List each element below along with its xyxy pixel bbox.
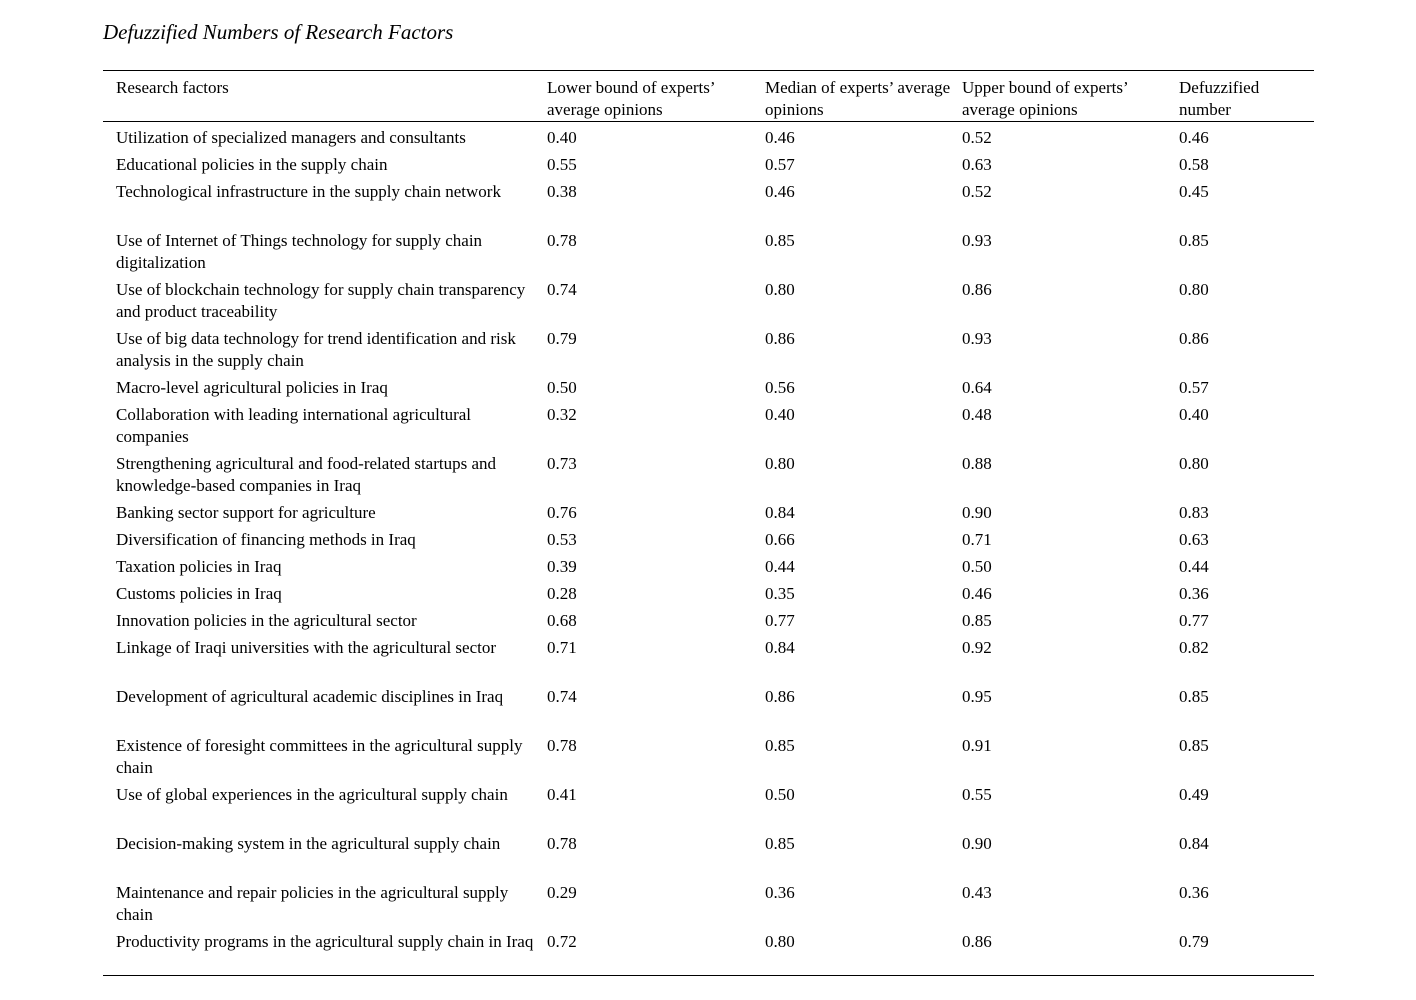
cell-defuzzified-number: 0.85 (1179, 231, 1209, 250)
table-row (103, 828, 1314, 877)
cell-upper-bound: 0.48 (962, 405, 992, 424)
cell-research-factor: Use of global experiences in the agricultural supply chain (116, 785, 508, 804)
cell-upper-bound: 0.50 (962, 557, 992, 576)
cell-upper-bound: 0.93 (962, 231, 992, 250)
cell-lower-bound: 0.55 (547, 155, 577, 174)
cell-research-factor: Banking sector support for agriculture (116, 503, 376, 522)
cell-median: 0.86 (765, 687, 795, 706)
cell-lower-bound: 0.41 (547, 785, 577, 804)
cell-upper-bound: 0.85 (962, 611, 992, 630)
cell-research-factor: Macro-level agricultural policies in Iraq (116, 378, 388, 397)
cell-median: 0.66 (765, 530, 795, 549)
cell-defuzzified-number: 0.46 (1179, 128, 1209, 147)
cell-lower-bound: 0.68 (547, 611, 577, 630)
cell-defuzzified-number: 0.82 (1179, 638, 1209, 657)
table-row (103, 274, 1314, 323)
table-row (103, 926, 1314, 976)
cell-defuzzified-number: 0.77 (1179, 611, 1209, 630)
cell-upper-bound: 0.52 (962, 182, 992, 201)
cell-lower-bound: 0.74 (547, 280, 577, 299)
cell-median: 0.84 (765, 638, 795, 657)
cell-research-factor: Taxation policies in Iraq (116, 557, 282, 576)
cell-lower-bound: 0.78 (547, 231, 577, 250)
table-body (103, 122, 1314, 976)
table-row (103, 323, 1314, 372)
cell-lower-bound: 0.79 (547, 329, 577, 348)
cell-defuzzified-number: 0.85 (1179, 736, 1209, 755)
cell-research-factor: Decision-making system in the agricultural supply chain (116, 834, 501, 853)
cell-median: 0.36 (765, 883, 795, 902)
table-header (103, 71, 1314, 122)
cell-upper-bound: 0.90 (962, 503, 992, 522)
cell-lower-bound: 0.39 (547, 557, 577, 576)
table-row (103, 122, 1314, 150)
cell-lower-bound: 0.73 (547, 454, 577, 473)
cell-median: 0.40 (765, 405, 795, 424)
table-row (103, 578, 1314, 605)
cell-median: 0.80 (765, 454, 795, 473)
cell-defuzzified-number: 0.49 (1179, 785, 1209, 804)
cell-median: 0.46 (765, 182, 795, 201)
cell-defuzzified-number: 0.40 (1179, 405, 1209, 424)
table-row (103, 448, 1314, 497)
cell-defuzzified-number: 0.80 (1179, 454, 1209, 473)
cell-defuzzified-number: 0.63 (1179, 530, 1209, 549)
cell-upper-bound: 0.86 (962, 932, 992, 951)
cell-lower-bound: 0.78 (547, 834, 577, 853)
cell-lower-bound: 0.29 (547, 883, 577, 902)
cell-research-factor: Use of Internet of Things technology for supply chain digitalization (116, 231, 483, 272)
cell-median: 0.80 (765, 932, 795, 951)
cell-median: 0.86 (765, 329, 795, 348)
table-row (103, 877, 1314, 926)
cell-research-factor: Use of blockchain technology for supply chain transparency and product traceability (116, 280, 526, 321)
header-lower-bound: Lower bound of experts’ average opinions (547, 78, 715, 119)
table-row (103, 372, 1314, 399)
header-median: Median of experts’ average opinions (765, 78, 951, 119)
cell-lower-bound: 0.32 (547, 405, 577, 424)
header-defuzzified-number: Defuzzified number (1179, 78, 1260, 119)
cell-lower-bound: 0.76 (547, 503, 577, 522)
cell-defuzzified-number: 0.79 (1179, 932, 1209, 951)
cell-research-factor: Use of big data technology for trend identification and risk analysis in the supply chain (116, 329, 516, 370)
cell-defuzzified-number: 0.83 (1179, 503, 1209, 522)
cell-upper-bound: 0.63 (962, 155, 992, 174)
table-row (103, 225, 1314, 274)
cell-lower-bound: 0.78 (547, 736, 577, 755)
table-row (103, 681, 1314, 730)
cell-median: 0.46 (765, 128, 795, 147)
header-upper-bound: Upper bound of experts’ average opinions (962, 78, 1128, 119)
cell-upper-bound: 0.52 (962, 128, 992, 147)
cell-defuzzified-number: 0.36 (1179, 584, 1209, 603)
cell-lower-bound: 0.50 (547, 378, 577, 397)
cell-median: 0.35 (765, 584, 795, 603)
cell-median: 0.85 (765, 736, 795, 755)
cell-upper-bound: 0.86 (962, 280, 992, 299)
cell-defuzzified-number: 0.44 (1179, 557, 1209, 576)
cell-defuzzified-number: 0.36 (1179, 883, 1209, 902)
cell-upper-bound: 0.46 (962, 584, 992, 603)
table-row (103, 497, 1314, 524)
cell-defuzzified-number: 0.80 (1179, 280, 1209, 299)
cell-research-factor: Technological infrastructure in the supply chain network (116, 182, 501, 201)
table-row (103, 730, 1314, 779)
cell-upper-bound: 0.90 (962, 834, 992, 853)
cell-research-factor: Existence of foresight committees in the agricultural supply chain (116, 736, 523, 777)
cell-defuzzified-number: 0.85 (1179, 687, 1209, 706)
cell-median: 0.57 (765, 155, 795, 174)
cell-lower-bound: 0.71 (547, 638, 577, 657)
cell-defuzzified-number: 0.58 (1179, 155, 1209, 174)
research-factors-table-container (103, 70, 1314, 976)
cell-lower-bound: 0.40 (547, 128, 577, 147)
cell-median: 0.44 (765, 557, 795, 576)
cell-upper-bound: 0.71 (962, 530, 992, 549)
header-research-factors: Research factors (116, 78, 229, 97)
cell-median: 0.85 (765, 231, 795, 250)
cell-median: 0.80 (765, 280, 795, 299)
cell-upper-bound: 0.95 (962, 687, 992, 706)
cell-research-factor: Innovation policies in the agricultural sector (116, 611, 417, 630)
cell-lower-bound: 0.74 (547, 687, 577, 706)
cell-defuzzified-number: 0.57 (1179, 378, 1209, 397)
cell-research-factor: Utilization of specialized managers and consultants (116, 128, 466, 147)
table-row (103, 551, 1314, 578)
cell-research-factor: Maintenance and repair policies in the agricultural supply chain (116, 883, 509, 924)
cell-lower-bound: 0.28 (547, 584, 577, 603)
cell-upper-bound: 0.92 (962, 638, 992, 657)
cell-lower-bound: 0.53 (547, 530, 577, 549)
cell-research-factor: Customs policies in Iraq (116, 584, 282, 603)
cell-lower-bound: 0.72 (547, 932, 577, 951)
cell-median: 0.85 (765, 834, 795, 853)
cell-median: 0.56 (765, 378, 795, 397)
table-row (103, 779, 1314, 828)
cell-research-factor: Linkage of Iraqi universities with the agricultural sector (116, 638, 497, 657)
cell-research-factor: Collaboration with leading international agricultural companies (116, 405, 472, 446)
header-row (103, 71, 1314, 122)
table-caption: Defuzzified Numbers of Research Factors (103, 20, 454, 44)
cell-defuzzified-number: 0.84 (1179, 834, 1209, 853)
cell-median: 0.77 (765, 611, 795, 630)
cell-research-factor: Educational policies in the supply chain (116, 155, 388, 174)
cell-upper-bound: 0.64 (962, 378, 992, 397)
table-row (103, 524, 1314, 551)
table-row (103, 149, 1314, 176)
cell-upper-bound: 0.55 (962, 785, 992, 804)
research-factors-table (103, 70, 1314, 976)
cell-research-factor: Development of agricultural academic disciplines in Iraq (116, 687, 504, 706)
cell-research-factor: Diversification of financing methods in Iraq (116, 530, 416, 549)
cell-median: 0.50 (765, 785, 795, 804)
cell-defuzzified-number: 0.86 (1179, 329, 1209, 348)
cell-upper-bound: 0.91 (962, 736, 992, 755)
cell-upper-bound: 0.43 (962, 883, 992, 902)
cell-research-factor: Strengthening agricultural and food-related startups and knowledge-based companies in Iraq (116, 454, 497, 495)
table-row (103, 399, 1314, 448)
cell-median: 0.84 (765, 503, 795, 522)
cell-lower-bound: 0.38 (547, 182, 577, 201)
cell-upper-bound: 0.93 (962, 329, 992, 348)
table-row (103, 632, 1314, 681)
cell-upper-bound: 0.88 (962, 454, 992, 473)
cell-defuzzified-number: 0.45 (1179, 182, 1209, 201)
table-row (103, 605, 1314, 632)
table-row (103, 176, 1314, 225)
cell-research-factor: Productivity programs in the agricultural supply chain in Iraq (116, 932, 534, 951)
